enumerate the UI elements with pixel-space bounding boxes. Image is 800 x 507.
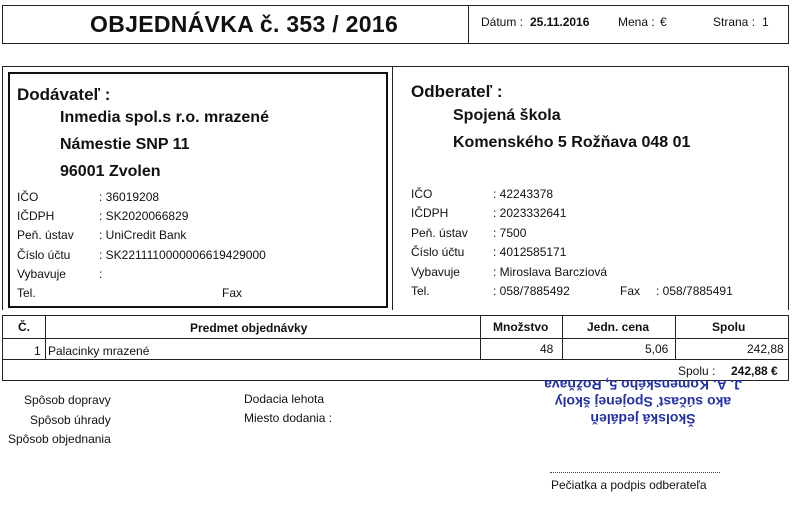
supplier-heading: Dodávateľ : (17, 85, 111, 104)
table-row-item: Palacinky mrazené (48, 344, 150, 358)
customer-icdph-row: IČDPH : 2023332641 (411, 206, 567, 220)
supplier-contact-row: Vybavuje : (17, 267, 103, 281)
customer-contact-row: Vybavuje : Miroslava Barcziová (411, 265, 608, 279)
order-title: OBJEDNÁVKA č. 353 / 2016 (90, 11, 399, 37)
supplier-icdph-row: IČDPH : SK2020066829 (17, 209, 189, 223)
customer-account-row: Číslo účtu : 4012585171 (411, 245, 567, 259)
currency-value: € (660, 15, 667, 29)
customer-bank-row: Peň. ústav : 7500 (411, 226, 527, 240)
stamp: Školská jedáleň ako súčasť Spojenej školy J. A. Komenského 5, Rožňava (544, 377, 742, 427)
signature-label: Pečiatka a podpis odberateľa (551, 478, 707, 492)
supplier-bank-row: Peň. ústav : UniCredit Bank (17, 228, 187, 242)
supplier-street: Námestie SNP 11 (60, 136, 190, 153)
page-label: Strana : (713, 15, 756, 29)
col-item: Predmet objednávky (190, 321, 308, 335)
supplier-fax-label: Fax (222, 286, 243, 300)
sum-value: 242,88 € (731, 364, 778, 378)
supplier-tel-label: Tel. (17, 286, 36, 300)
delivery-label: Dodacia lehota (244, 392, 325, 406)
supplier-city: 96001 Zvolen (60, 163, 161, 180)
customer-ico-row: IČO : 42243378 (411, 187, 554, 201)
customer-address: Komenského 5 Rožňava 048 01 (453, 134, 691, 151)
transport-label: Spôsob dopravy (24, 393, 111, 407)
sum-label: Spolu : (678, 364, 716, 378)
table-row-unit-price: 5,06 (645, 342, 669, 356)
supplier-name: Inmedia spol.s r.o. mrazené (60, 109, 269, 126)
col-unit-price: Jedn. cena (587, 320, 650, 334)
date-value: 25.11.2016 (530, 15, 590, 29)
table-row-total: 242,88 (747, 342, 784, 356)
payment-label: Spôsob úhrady (30, 413, 111, 427)
customer-fax-row: Fax : 058/7885491 (620, 284, 733, 298)
ordering-label: Spôsob objednania (8, 432, 111, 446)
page-value: 1 (762, 15, 769, 29)
customer-name: Spojená škola (453, 107, 561, 124)
place-label: Miesto dodania : (244, 411, 333, 425)
customer-heading: Odberateľ : (411, 82, 503, 101)
col-total: Spolu (712, 320, 746, 334)
currency-label: Mena : (618, 15, 655, 29)
signature-line (550, 472, 720, 473)
table-row-number: 1 (34, 344, 41, 358)
table-row-quantity: 48 (540, 342, 554, 356)
supplier-account-row: Číslo účtu : SK2211110000006619429000 (17, 248, 266, 262)
supplier-ico-row: IČO : 36019208 (17, 190, 160, 204)
customer-tel-row: Tel. : 058/7885492 (411, 284, 570, 298)
col-number: Č. (18, 320, 30, 334)
date-label: Dátum : (481, 15, 524, 29)
col-quantity: Množstvo (493, 320, 549, 334)
